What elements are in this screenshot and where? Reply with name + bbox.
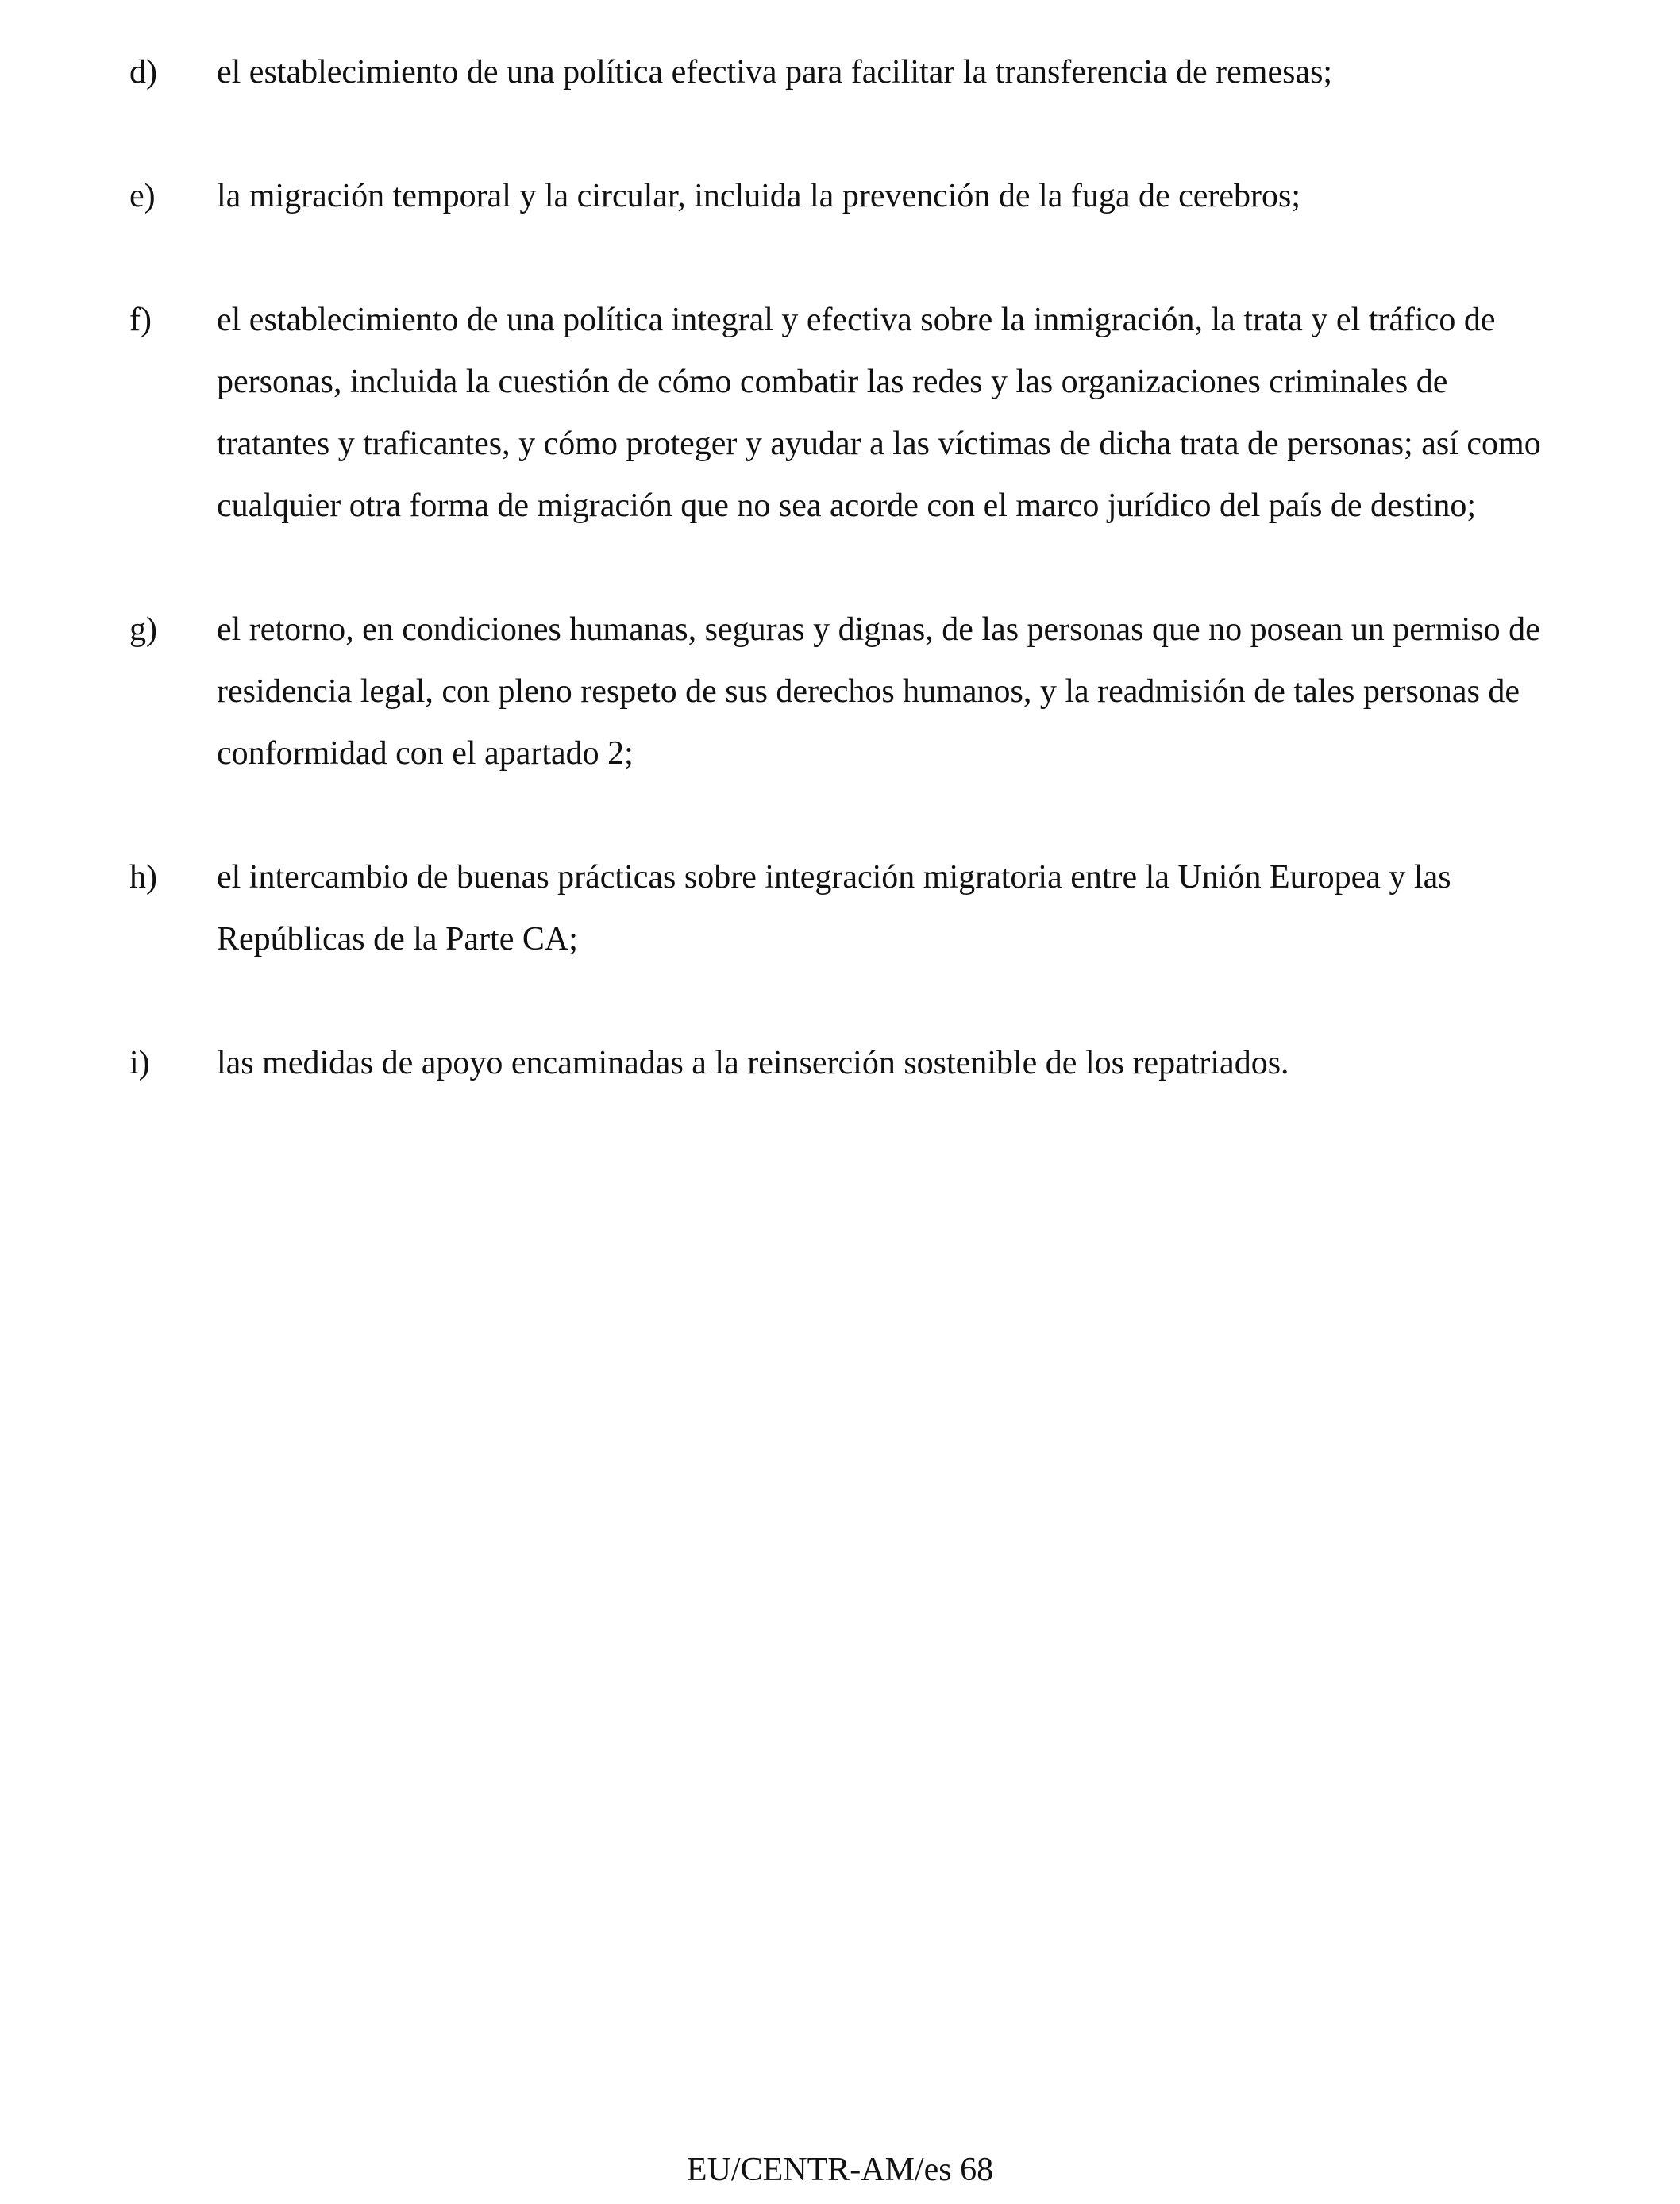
- list-item-text: las medidas de apoyo encaminadas a la reinserción sostenible de los repatriados.: [217, 1045, 1289, 1081]
- list-item-f: [129, 289, 1559, 537]
- list-marker: i): [129, 1045, 150, 1081]
- list-item-d: [129, 41, 1559, 103]
- list-marker: g): [129, 611, 157, 648]
- list-item-text: el establecimiento de una política efectiva para facilitar la transferencia de remesas;: [217, 54, 1333, 91]
- list-item-h: [129, 846, 1559, 970]
- list-item-i: [129, 1032, 1559, 1094]
- list-item-g: [129, 599, 1559, 784]
- list-marker: f): [129, 302, 152, 338]
- list-marker: d): [129, 54, 157, 91]
- list-item-text: el intercambio de buenas prácticas sobre integración migratoria entre la Unión Europea y las Repúblicas de la Parte CA;: [217, 859, 1451, 958]
- list-marker: e): [129, 178, 156, 214]
- list-marker: h): [129, 859, 157, 896]
- enumerated-list: [129, 41, 1559, 1156]
- list-item-e: [129, 165, 1559, 227]
- list-item-text: el establecimiento de una política integral y efectiva sobre la inmigración, la trata y el tráfico de personas, incluida la cuestión de cómo combatir las redes y las organizaciones criminales de tratantes y traficantes, y cómo proteger y ayudar a las víctimas de dicha trata de personas; así como cualquier otra forma de migración que no sea acorde con el marco jurídico del país de destino;: [217, 302, 1541, 524]
- list-item-text: el retorno, en condiciones humanas, seguras y dignas, de las personas que no posean un permiso de residencia legal, con pleno respeto de sus derechos humanos, y la readmisión de tales personas de conformidad con el apartado 2;: [217, 611, 1540, 772]
- list-item-text: la migración temporal y la circular, incluida la prevención de la fuga de cerebros;: [217, 178, 1301, 214]
- page-footer-reference: EU/CENTR-AM/es 68: [686, 2152, 994, 2188]
